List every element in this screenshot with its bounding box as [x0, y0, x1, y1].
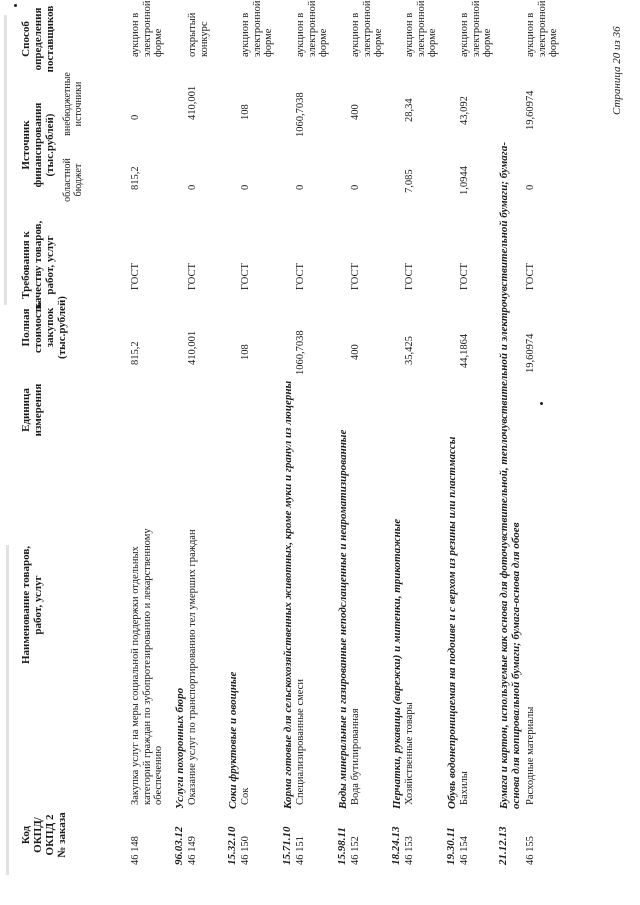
group-name: Услуги похоронных бюро	[174, 687, 186, 809]
row-number: 46 155	[525, 836, 536, 865]
header-code-line: ОКПД 2	[44, 814, 56, 856]
row-method	[350, 0, 385, 57]
group-code: 19.30.11	[445, 827, 457, 865]
scan-artifact	[6, 545, 9, 875]
scan-artifact	[14, 4, 17, 7]
header-name	[20, 465, 44, 745]
header-unit-line: измерения	[32, 383, 44, 437]
header-code-line: Код	[20, 825, 32, 845]
header-code-line: № заказа	[56, 812, 68, 858]
row-regional-budget: 815,2	[130, 166, 141, 190]
method-line: форме	[318, 28, 329, 57]
header-method-line: определения	[32, 7, 44, 71]
row-name: Вода бутилированная	[350, 708, 361, 805]
header-code	[20, 805, 68, 865]
header-cost-line: закупок	[44, 307, 56, 348]
header-fin-line: Источник	[20, 120, 32, 170]
header-financing	[20, 75, 56, 215]
row-extra-budget: 19,60974	[525, 90, 536, 130]
row-requirement: ГОСТ	[350, 263, 361, 290]
group-code: 15.32.10	[226, 826, 238, 865]
header-method-line: поставщиков	[44, 5, 56, 73]
method-line: форме	[263, 28, 274, 57]
method-line: форме	[153, 28, 164, 57]
row-regional-budget: 0	[525, 184, 536, 190]
row-regional-budget: 0	[350, 184, 361, 190]
method-line: открытый	[187, 12, 198, 57]
group-name: Соки фруктовые и овощные	[227, 671, 239, 809]
method-line: электронной	[415, 0, 427, 57]
row-extra-budget: 28,34	[404, 98, 415, 122]
row-cost: 400	[350, 344, 361, 360]
header-fin-regional-line: областной	[62, 158, 73, 202]
group-name	[498, 142, 522, 809]
row-requirement: ГОСТ	[187, 263, 198, 290]
row-extra-budget: 0	[130, 114, 141, 120]
row-method	[240, 0, 275, 57]
row-number: 46 149	[187, 836, 198, 865]
row-number: 46 153	[404, 836, 415, 865]
scan-artifact	[4, 15, 7, 305]
method-line: конкурс	[198, 21, 210, 57]
row-regional-budget: 0	[187, 184, 198, 190]
row-name: Хозяйственные товары	[404, 702, 415, 805]
header-fin-line: (тыс.рублей)	[44, 113, 56, 177]
header-fin-extra-line: источники	[73, 81, 84, 127]
row-name: Оказание услуг по транспортированию тел умерших граждан	[187, 529, 198, 805]
method-line: электронной	[470, 0, 482, 57]
row-cost: 108	[240, 344, 251, 360]
row-cost: 815,2	[130, 341, 141, 365]
group-code: 15.71.10	[281, 826, 293, 865]
header-fin-extra-line: внебюджетные	[62, 72, 73, 136]
header-cost-line: Полная	[20, 308, 32, 347]
group-name: Перчатки, рукавицы (варежки) и митенки, трикотажные	[391, 518, 403, 809]
row-cost: 35,425	[404, 336, 415, 365]
row-extra-budget: 410,001	[187, 85, 198, 120]
method-line: аукцион в	[404, 12, 415, 57]
header-unit	[20, 370, 44, 450]
row-method	[187, 13, 210, 57]
header-requirements	[20, 210, 56, 320]
method-line: форме	[373, 28, 384, 57]
row-extra-budget: 108	[240, 104, 251, 120]
row-extra-budget: 1060,7038	[295, 92, 306, 137]
header-method-line: Способ	[20, 21, 32, 57]
row-method	[130, 0, 165, 57]
row-method	[525, 0, 560, 57]
method-line: форме	[548, 28, 559, 57]
header-fin-regional-line: бюджет	[73, 163, 84, 197]
group-code: 18.24.13	[390, 826, 402, 865]
row-method	[404, 0, 439, 57]
row-requirement: ГОСТ	[525, 263, 536, 290]
page-number: Страница 20 из 36	[611, 26, 623, 115]
header-req-line: качеству товаров,	[32, 220, 44, 310]
method-line: форме	[427, 28, 438, 57]
row-name: Сок	[240, 787, 251, 805]
row-name: Закупка услуг на меры социальной поддержки отдельных категорий граждан по зубопротезированию и лекарственному обеспечению	[130, 528, 164, 805]
row-number: 46 154	[459, 836, 470, 865]
row-extra-budget: 43,092	[459, 96, 470, 125]
row-extra-budget: 400	[350, 104, 361, 120]
method-line: электронной	[536, 0, 548, 57]
method-line: электронной	[251, 0, 263, 57]
group-name: Обувь водонепроницаемая на подошве и с верхом из резины или пластмассы	[446, 436, 458, 809]
group-name-line: Бумага и картон, используемые как основа для фоточувствительной, теплочувствительной и электрочувствительной бумаги; бумага-	[498, 142, 510, 809]
header-req-line: работ, услуг	[44, 235, 56, 295]
group-code: 15.98.11	[336, 827, 348, 865]
method-line: аукцион в	[350, 12, 361, 57]
group-code: 96.03.12	[173, 826, 185, 865]
header-cost-line: стоимость	[32, 302, 44, 353]
method-line: электронной	[141, 0, 153, 57]
row-cost: 1060,7038	[295, 330, 306, 375]
row-regional-budget: 0	[295, 184, 306, 190]
row-cost: 19,60974	[525, 333, 536, 373]
header-unit-line: Единица	[20, 388, 32, 432]
method-line: аукцион в	[240, 12, 251, 57]
row-name: Специализированные смеси	[295, 679, 306, 805]
row-number: 46 151	[295, 836, 306, 865]
row-regional-budget: 1,0944	[459, 166, 470, 195]
row-requirement: ГОСТ	[295, 263, 306, 290]
row-number: 46 148	[130, 836, 141, 865]
row-name: Бахилы	[459, 771, 470, 805]
header-fin-extra	[62, 65, 84, 143]
method-line: форме	[482, 28, 493, 57]
row-regional-budget: 0	[240, 184, 251, 190]
row-cost: 44,1864	[459, 333, 470, 368]
row-number: 46 152	[350, 836, 361, 865]
row-requirement: ГОСТ	[404, 263, 415, 290]
header-fin-line: финансирования	[32, 102, 44, 188]
method-line: аукцион в	[130, 12, 141, 57]
row-requirement: ГОСТ	[459, 263, 470, 290]
method-line: аукцион в	[525, 12, 536, 57]
row-number: 46 150	[240, 836, 251, 865]
row-requirement: ГОСТ	[130, 263, 141, 290]
method-line: аукцион в	[295, 12, 306, 57]
header-req-line: Требования к	[20, 231, 32, 299]
group-name-line: основа для копировальной бумаги; бумага-основа для обоев	[510, 522, 522, 809]
row-method	[295, 0, 330, 57]
header-code-line: ОКПД/	[32, 817, 44, 853]
row-method	[459, 0, 494, 57]
header-name-line: Наименование товаров,	[20, 545, 32, 665]
row-cost: 410,001	[187, 330, 198, 365]
row-name: Расходные материалы	[525, 706, 536, 805]
method-line: электронной	[361, 0, 373, 57]
method-line: электронной	[306, 0, 318, 57]
method-line: аукцион в	[459, 12, 470, 57]
header-fin-regional	[62, 145, 84, 215]
header-name-line: работ, услуг	[32, 575, 44, 635]
row-regional-budget: 7,085	[404, 169, 415, 193]
header-method	[20, 0, 56, 79]
header-cost-line: (тыс.рублей)	[56, 296, 68, 359]
group-code: 21.12.13	[497, 826, 509, 865]
group-name: Воды минеральные и газированные неподслащенные и неароматизированные	[337, 429, 349, 809]
group-name: Корма готовые для сельскохозяйственных животных, кроме муки и гранул из люцерны	[282, 380, 294, 809]
row-requirement: ГОСТ	[240, 263, 251, 290]
scan-artifact	[540, 402, 543, 405]
